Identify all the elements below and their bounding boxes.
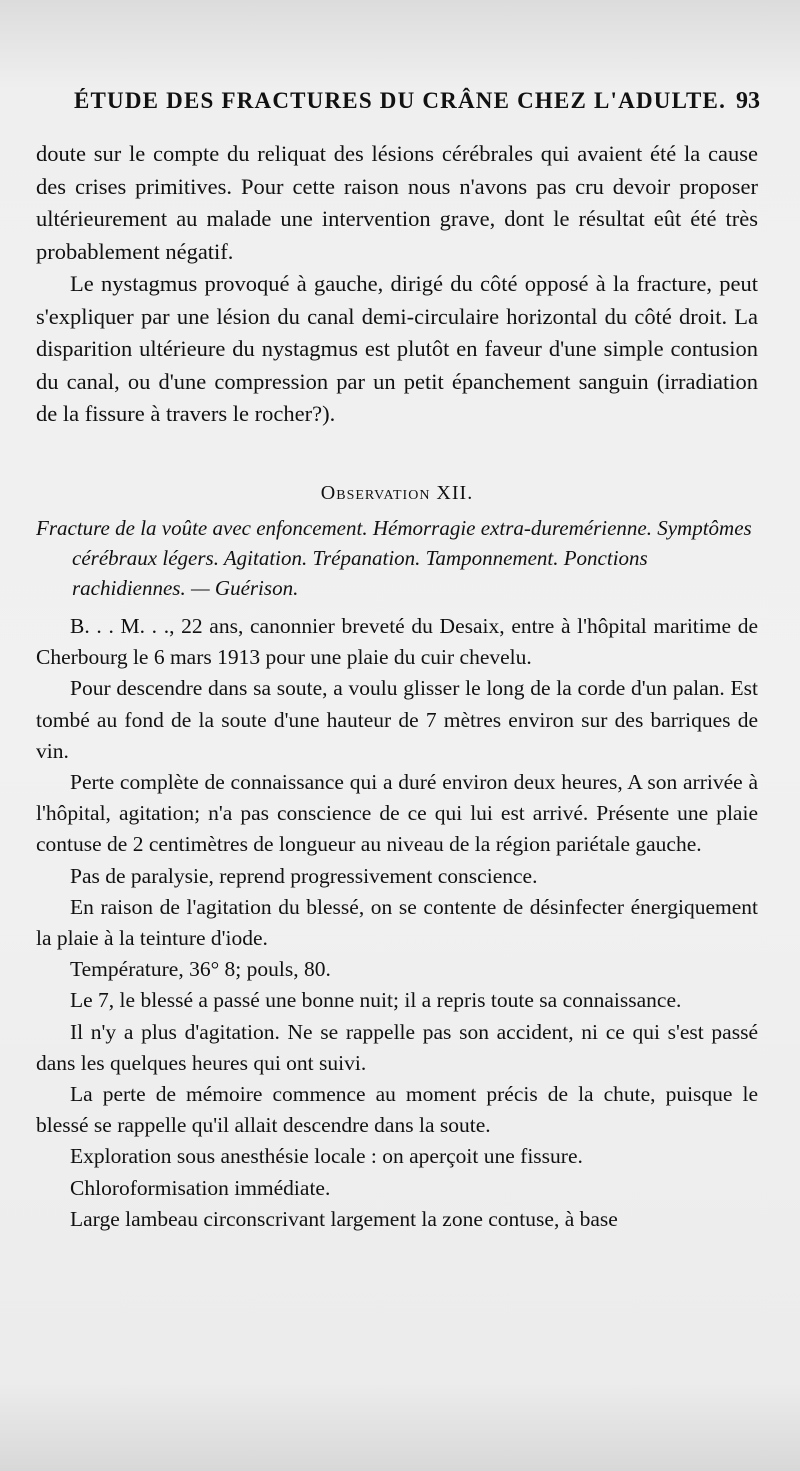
page-number: 93	[736, 88, 760, 114]
paragraph: Il n'y a plus d'agitation. Ne se rappelle pas son accident, ni ce qui s'est passé dans les quelques heures qui ont suivi.	[36, 1019, 758, 1075]
paragraph: Perte complète de connaissance qui a duré environ deux heures, A son arrivée à l'hôpital, agitation; n'a pas conscience de ce qui lui est arrivé. Présente une plaie contuse de 2 centimètres de longueur au niveau de la région pariétale gauche.	[36, 770, 758, 857]
paragraph: Large lambeau circonscrivant largement la zone contuse, à base	[70, 1206, 618, 1231]
paragraph: Pas de paralysie, reprend progressivement conscience.	[70, 863, 538, 888]
paragraph: doute sur le compte du reliquat des lésions cérébrales qui avaient été la cause des crises primitives. Pour cette raison nous n'avons pas cru devoir proposer ultérieurement au malade une intervention grave, dont le résultat eût été très probablement négatif.	[36, 141, 758, 264]
running-title: ÉTUDE DES FRACTURES DU CRÂNE CHEZ L'ADULTE.	[73, 88, 727, 113]
paragraph: B. . . M. . ., 22 ans, canonnier breveté du Desaix, entre à l'hôpital maritime de Cherbourg le 6 mars 1913 pour une plaie du cuir chevelu.	[36, 614, 758, 670]
paragraph: Exploration sous anesthésie locale : on aperçoit une fissure.	[70, 1144, 583, 1169]
paragraph: La perte de mémoire commence au moment précis de la chute, puisque le blessé se rappelle qu'il allait descendre dans la soute.	[36, 1082, 758, 1138]
observation-abstract: Fracture de la voûte avec enfoncement. Hémorragie extra-duremérienne. Symptômes cérébraux légers. Agitation. Trépanation. Tamponnement. Ponctions rachidiennes. — Guérison.	[36, 516, 752, 600]
running-header	[30, 88, 770, 122]
paragraph: Pour descendre dans sa soute, a voulu glisser le long de la corde d'un palan. Est tombé au fond de la soute d'une hauteur de 7 mètres environ sur des barriques de vin.	[36, 676, 758, 763]
paragraph: En raison de l'agitation du blessé, on se contente de désinfecter énergiquement la plaie à la teinture d'iode.	[36, 894, 758, 951]
page-body	[36, 138, 758, 1235]
paragraph: Le nystagmus provoqué à gauche, dirigé du côté opposé à la fracture, peut s'expliquer par une lésion du canal demi-circulaire horizontal du côté droit. La disparition ultérieure du nystagmus est plutôt en faveur d'une simple contusion du canal, ou d'une compression par un petit épanchement sanguin (irradiation de la fissure à travers le rocher?).	[36, 271, 758, 426]
paragraph: Température, 36° 8; pouls, 80.	[70, 957, 331, 982]
paragraph: Chloroformisation immédiate.	[70, 1175, 331, 1200]
paragraph: Le 7, le blessé a passé une bonne nuit; il a repris toute sa connaissance.	[70, 988, 682, 1013]
observation-heading: Observation XII.	[320, 481, 474, 504]
observation-text	[36, 611, 758, 1235]
